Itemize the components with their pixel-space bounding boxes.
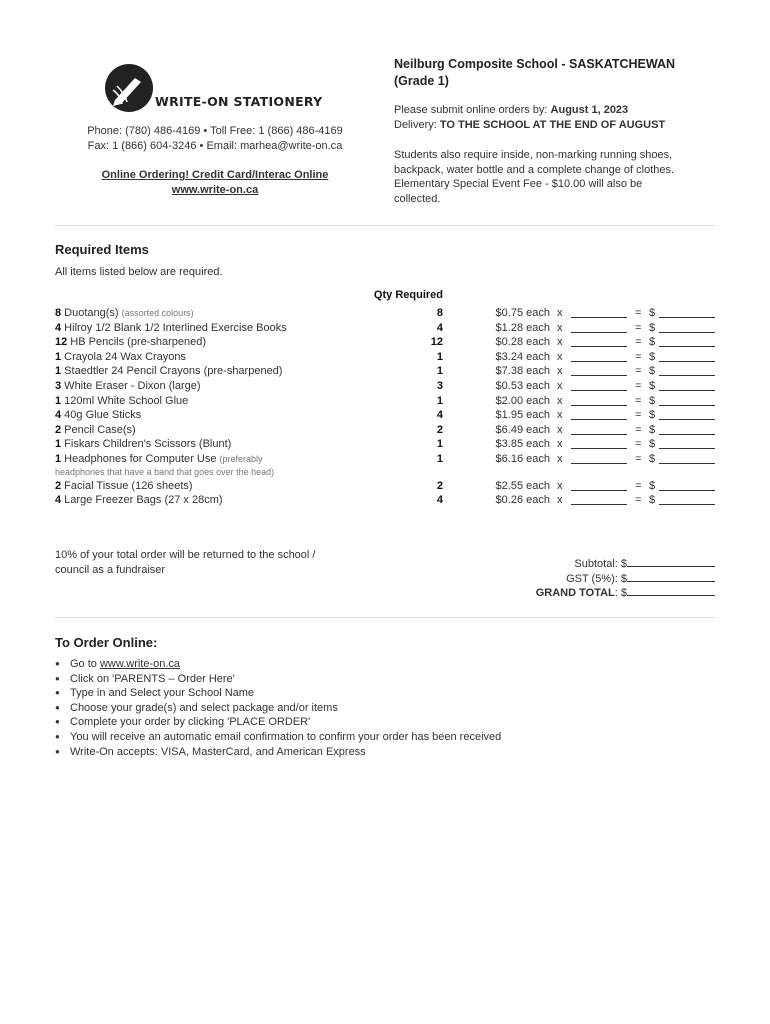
- contact-fax: Fax: 1 (866) 604-3246 • Email: marhea@write-on.ca: [87, 140, 343, 152]
- item-label: Large Freezer Bags (27 x 28cm): [61, 494, 223, 507]
- submit-label: Please submit online orders by:: [394, 104, 551, 116]
- grand-total-suffix: : $: [614, 587, 627, 600]
- step-text: You will receive an automatic email confirmation to confirm your order has been received: [70, 730, 502, 743]
- dollar-sign: $: [649, 307, 656, 319]
- line-total-field[interactable]: [659, 322, 715, 333]
- item-label: Duotang(s): [61, 307, 122, 319]
- item-price: [455, 395, 550, 407]
- divider: [55, 225, 715, 226]
- item-name: [55, 307, 194, 319]
- item-each: each: [526, 307, 550, 319]
- times-sign: x: [557, 394, 563, 407]
- item-row: [55, 409, 715, 423]
- fundraiser-line: council as a fundraiser: [55, 564, 166, 576]
- item-price-value: $6.49: [495, 423, 524, 436]
- qty-required-header: Qty Required: [373, 289, 443, 301]
- order-qty-field[interactable]: [571, 409, 627, 420]
- item-each: each: [526, 494, 550, 507]
- times-sign: x: [557, 365, 563, 378]
- step-text: Go to: [70, 658, 100, 670]
- line-total-field[interactable]: [659, 480, 715, 491]
- equals-sign: =: [635, 380, 642, 392]
- item-count: 12: [55, 336, 68, 349]
- item-qty: 8: [436, 307, 443, 319]
- fundraiser-note: [55, 548, 315, 578]
- note-line: Students also require inside, non-marking running shoes,: [394, 149, 673, 161]
- item-label: Hilroy 1/2 Blank 1/2 Interlined Exercise Books: [61, 321, 287, 334]
- item-row: [55, 480, 715, 494]
- order-qty-field[interactable]: [571, 494, 627, 505]
- line-total-field[interactable]: [659, 351, 715, 362]
- item-price: [455, 494, 550, 506]
- item-label: Headphones for Computer Use: [61, 453, 220, 465]
- order-qty-field[interactable]: [571, 380, 627, 391]
- item-count: 4: [55, 409, 62, 422]
- item-price-value: $1.28: [495, 321, 524, 334]
- item-price: [455, 424, 550, 436]
- school-title: Neilburg Composite School - SASKATCHEWAN: [394, 57, 676, 71]
- item-qty: 1: [436, 350, 443, 363]
- times-sign: x: [557, 321, 563, 334]
- delivery-info: [394, 119, 714, 131]
- step-text: Click on 'PARENTS – Order Here': [70, 672, 235, 685]
- required-heading: Required Items: [55, 242, 149, 257]
- school-notes: [394, 148, 714, 206]
- equals-sign: =: [635, 336, 642, 349]
- item-price-value: $1.95: [495, 409, 524, 422]
- item-label: Crayola 24 Wax Crayons: [61, 350, 187, 363]
- dollar-sign: $: [649, 321, 656, 334]
- line-total-field[interactable]: [659, 307, 715, 318]
- note-line: collected.: [394, 192, 441, 205]
- item-each: each: [526, 336, 550, 349]
- item-qty: 12: [430, 336, 443, 349]
- item-price: [455, 480, 550, 492]
- times-sign: x: [557, 380, 563, 392]
- headphones-note: headphones that have a band that goes over the head): [55, 467, 275, 477]
- item-note: (preferably: [219, 454, 263, 464]
- step-text: Choose your grade(s) and select package and/or items: [70, 701, 338, 714]
- line-total-field[interactable]: [659, 336, 715, 347]
- item-price-value: $7.38: [495, 365, 524, 378]
- times-sign: x: [557, 336, 563, 349]
- gst-field[interactable]: [627, 571, 715, 582]
- item-count: 2: [55, 423, 62, 436]
- item-count: 1: [55, 453, 62, 465]
- item-row: [55, 307, 715, 321]
- order-qty-field[interactable]: [571, 453, 627, 464]
- item-price-value: $2.00: [495, 394, 524, 407]
- gst-label: GST (5%): $: [566, 572, 627, 585]
- equals-sign: =: [635, 409, 642, 422]
- item-label: 40g Glue Sticks: [61, 409, 142, 422]
- website-link[interactable]: www.write-on.ca: [171, 184, 259, 196]
- submit-deadline: [394, 104, 714, 116]
- item-name: [55, 395, 188, 407]
- dollar-sign: $: [649, 423, 656, 436]
- equals-sign: =: [635, 321, 642, 334]
- subtotal-label: Subtotal: $: [574, 558, 627, 570]
- order-qty-field[interactable]: [571, 307, 627, 318]
- item-row: [55, 395, 715, 409]
- item-each: each: [526, 453, 550, 465]
- note-line: Elementary Special Event Fee - $10.00 will also be: [394, 178, 643, 191]
- school-grade: (Grade 1): [394, 74, 449, 88]
- dollar-sign: $: [649, 494, 656, 507]
- delivery-label: Delivery:: [394, 119, 440, 131]
- contact-phone: Phone: (780) 486-4169 • Toll Free: 1 (866) 486-4169: [87, 125, 343, 137]
- equals-sign: =: [635, 423, 642, 436]
- item-label: Staedtler 24 Pencil Crayons (pre-sharpened): [61, 365, 283, 378]
- times-sign: x: [557, 423, 563, 436]
- item-count: 1: [55, 365, 62, 378]
- item-count: 1: [55, 438, 62, 451]
- order-qty-field[interactable]: [571, 336, 627, 347]
- item-row: [55, 453, 715, 467]
- note-line: backpack, water bottle and a complete change of clothes.: [394, 163, 675, 176]
- item-price: [455, 351, 550, 363]
- item-price: [455, 453, 550, 465]
- equals-sign: =: [635, 365, 642, 378]
- item-count: 4: [55, 494, 62, 507]
- grand-total-label: GRAND TOTAL: [535, 587, 615, 600]
- dollar-sign: $: [649, 409, 656, 422]
- item-name: [55, 351, 186, 363]
- order-steps: [55, 657, 501, 759]
- item-row: [55, 365, 715, 379]
- step-text: Write-On accepts: VISA, MasterCard, and American Express: [70, 745, 366, 758]
- item-count: 4: [55, 321, 62, 334]
- grand-total-field[interactable]: [627, 585, 715, 596]
- item-price: [455, 380, 550, 392]
- item-price-value: $3.85: [495, 438, 524, 451]
- item-price-value: $3.24: [495, 350, 524, 363]
- item-each: each: [526, 380, 550, 392]
- item-each: each: [526, 438, 550, 451]
- item-row: [55, 424, 715, 438]
- times-sign: x: [557, 307, 563, 319]
- item-qty: 1: [436, 438, 443, 451]
- step-link[interactable]: www.write-on.ca: [99, 658, 181, 670]
- item-price: [455, 365, 550, 377]
- equals-sign: =: [635, 494, 642, 507]
- delivery-value: TO THE SCHOOL AT THE END OF AUGUST: [439, 119, 666, 131]
- equals-sign: =: [635, 394, 642, 407]
- order-step: [55, 701, 501, 716]
- item-price: [455, 307, 550, 319]
- item-name: [55, 494, 223, 506]
- order-online-heading: To Order Online:: [55, 635, 158, 650]
- order-qty-field[interactable]: [571, 480, 627, 491]
- gst-line: [566, 571, 715, 585]
- equals-sign: =: [635, 479, 642, 492]
- equals-sign: =: [635, 307, 642, 319]
- line-total-field[interactable]: [659, 453, 715, 464]
- item-qty: 1: [436, 453, 443, 465]
- dollar-sign: $: [649, 365, 656, 378]
- item-row: [55, 438, 715, 452]
- item-qty: 1: [436, 394, 443, 407]
- item-each: each: [526, 409, 550, 422]
- order-step: [55, 657, 501, 672]
- item-each: each: [526, 365, 550, 378]
- item-price-value: $0.75: [495, 307, 524, 319]
- item-each: each: [526, 479, 550, 492]
- dollar-sign: $: [649, 350, 656, 363]
- equals-sign: =: [635, 438, 642, 451]
- line-total-field[interactable]: [659, 409, 715, 420]
- times-sign: x: [557, 494, 563, 507]
- item-price-value: $0.26: [495, 494, 524, 507]
- dollar-sign: $: [649, 453, 656, 465]
- item-row: [55, 494, 715, 508]
- order-qty-field[interactable]: [571, 395, 627, 406]
- item-qty: 3: [436, 380, 443, 392]
- item-qty: 2: [436, 423, 443, 436]
- item-price-value: $0.53: [495, 380, 524, 392]
- item-note: (assorted colours): [121, 308, 194, 318]
- grand-total-line: [536, 585, 715, 599]
- brand-name: WRITE-ON STATIONERY: [155, 94, 323, 109]
- order-qty-field[interactable]: [571, 351, 627, 362]
- order-step: [55, 715, 501, 730]
- item-name: [55, 336, 206, 348]
- dollar-sign: $: [649, 438, 656, 451]
- item-row: [55, 351, 715, 365]
- line-total-field[interactable]: [659, 438, 715, 449]
- item-name: [55, 453, 263, 465]
- item-row: [55, 336, 715, 350]
- pencil-logo-icon: [105, 64, 153, 112]
- order-qty-field[interactable]: [571, 424, 627, 435]
- item-name: [55, 322, 287, 334]
- item-qty: 4: [436, 494, 443, 507]
- item-price-value: $6.16: [495, 453, 524, 465]
- item-price: [455, 322, 550, 334]
- item-name: [55, 438, 231, 450]
- times-sign: x: [557, 479, 563, 492]
- item-name: [55, 424, 136, 436]
- item-name: [55, 409, 141, 421]
- line-total-field[interactable]: [659, 365, 715, 376]
- item-count: 2: [55, 479, 62, 492]
- item-label: 120ml White School Glue: [61, 394, 189, 407]
- times-sign: x: [557, 453, 563, 465]
- item-qty: 4: [436, 321, 443, 334]
- item-count: 3: [55, 380, 62, 392]
- item-name: [55, 365, 282, 377]
- required-subheading: All items listed below are required.: [55, 266, 223, 278]
- dollar-sign: $: [649, 479, 656, 492]
- line-total-field[interactable]: [659, 494, 715, 505]
- step-text: Complete your order by clicking 'PLACE ORDER': [70, 716, 311, 729]
- item-qty: 2: [436, 479, 443, 492]
- item-label: Pencil Case(s): [61, 423, 136, 436]
- line-total-field[interactable]: [659, 380, 715, 391]
- item-each: each: [526, 350, 550, 363]
- times-sign: x: [557, 350, 563, 363]
- subtotal-line: [574, 556, 715, 570]
- item-label: White Eraser - Dixon (large): [61, 380, 201, 392]
- line-total-field[interactable]: [659, 424, 715, 435]
- item-qty: 1: [436, 365, 443, 378]
- line-total-field[interactable]: [659, 395, 715, 406]
- item-count: 1: [55, 350, 62, 363]
- item-label: Fiskars Children's Scissors (Blunt): [61, 438, 232, 451]
- order-step: [55, 730, 501, 745]
- order-qty-field[interactable]: [571, 365, 627, 376]
- item-price: [455, 409, 550, 421]
- item-each: each: [526, 423, 550, 436]
- item-qty: 4: [436, 409, 443, 422]
- item-price-value: $0.28: [495, 336, 524, 349]
- item-row: [55, 380, 715, 394]
- item-label: HB Pencils (pre-sharpened): [67, 336, 207, 349]
- school-header: [394, 56, 714, 90]
- website-link-wrap: [55, 184, 375, 196]
- item-price: [455, 438, 550, 450]
- order-step: [55, 745, 501, 760]
- item-price-value: $2.55: [495, 479, 524, 492]
- equals-sign: =: [635, 453, 642, 465]
- order-step: [55, 672, 501, 687]
- online-ordering-link-wrap: [55, 169, 375, 181]
- step-text: Type in and Select your School Name: [70, 687, 255, 700]
- divider: [55, 617, 715, 618]
- item-name: [55, 380, 201, 392]
- dollar-sign: $: [649, 394, 656, 407]
- item-row: [55, 322, 715, 336]
- item-count: 8: [55, 307, 62, 319]
- online-ordering-link[interactable]: Online Ordering! Credit Card/Interac Online: [101, 169, 329, 181]
- item-label: Facial Tissue (126 sheets): [61, 479, 193, 492]
- equals-sign: =: [635, 350, 642, 363]
- order-qty-field[interactable]: [571, 438, 627, 449]
- item-count: 1: [55, 394, 62, 407]
- dollar-sign: $: [649, 336, 656, 349]
- submit-date: August 1, 2023: [550, 104, 629, 116]
- times-sign: x: [557, 438, 563, 451]
- dollar-sign: $: [649, 380, 656, 392]
- fundraiser-line: 10% of your total order will be returned to the school /: [55, 549, 316, 561]
- times-sign: x: [557, 409, 563, 422]
- brand-logo: [105, 64, 325, 114]
- item-name: [55, 480, 193, 492]
- order-qty-field[interactable]: [571, 322, 627, 333]
- item-each: each: [526, 394, 550, 407]
- order-step: [55, 686, 501, 701]
- item-each: each: [526, 321, 550, 334]
- item-price: [455, 336, 550, 348]
- subtotal-field[interactable]: [627, 556, 715, 567]
